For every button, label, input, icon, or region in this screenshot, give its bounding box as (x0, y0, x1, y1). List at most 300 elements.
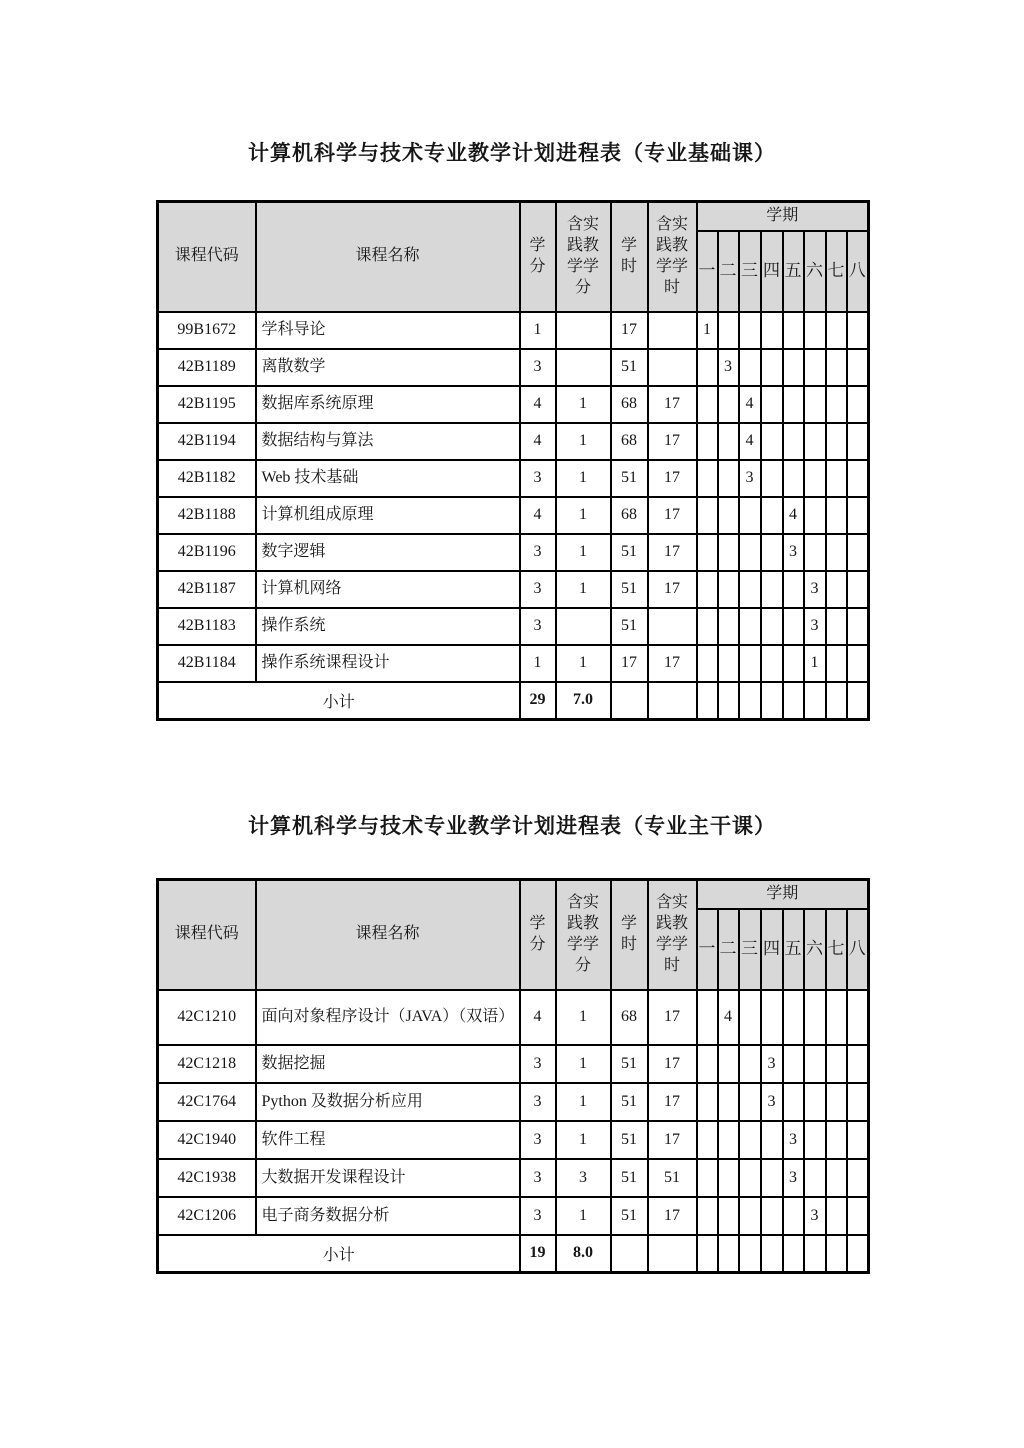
semester-6-cell (804, 1083, 826, 1121)
header-semester-4: 四 (761, 231, 783, 312)
header-semester-6: 六 (804, 231, 826, 312)
subtotal-semester-cell (847, 682, 869, 720)
hours-cell: 51 (611, 349, 648, 386)
course-code-cell: 42B1183 (158, 608, 256, 645)
semester-1-cell (697, 534, 718, 571)
table-row (158, 1197, 869, 1235)
table-row (158, 460, 869, 497)
subtotal-semester-cell (718, 1235, 739, 1273)
table-row (158, 534, 869, 571)
credits-cell: 3 (520, 571, 556, 608)
semester-1-cell (697, 1121, 718, 1159)
course-name-cell: 数据库系统原理 (256, 386, 520, 423)
semester-7-cell (826, 1121, 847, 1159)
hours-cell: 17 (611, 645, 648, 682)
hours-cell: 68 (611, 497, 648, 534)
subtotal-semester-cell (783, 1235, 804, 1273)
semester-7-cell (826, 349, 847, 386)
semester-2-cell (718, 608, 739, 645)
semester-2-cell (718, 1159, 739, 1197)
practice-credits-cell (556, 312, 611, 349)
table-row (158, 386, 869, 423)
semester-6-cell (804, 497, 826, 534)
semester-7-cell (826, 312, 847, 349)
practice-credits-cell: 1 (556, 1083, 611, 1121)
semester-8-cell (847, 990, 869, 1045)
table-row (158, 1045, 869, 1083)
header-semester-4: 四 (761, 909, 783, 990)
semester-4-cell (761, 990, 783, 1045)
semester-4-cell (761, 571, 783, 608)
basic-courses-table (156, 200, 870, 721)
hours-cell: 51 (611, 1121, 648, 1159)
semester-2-cell: 4 (718, 990, 739, 1045)
semester-3-cell (739, 534, 761, 571)
semester-3-cell (739, 1045, 761, 1083)
subtotal-semester-cell (718, 682, 739, 720)
semester-6-cell (804, 1121, 826, 1159)
semester-2-cell (718, 1083, 739, 1121)
course-code-cell: 42C1940 (158, 1121, 256, 1159)
semester-4-cell (761, 349, 783, 386)
table-row (158, 608, 869, 645)
semester-2-cell (718, 534, 739, 571)
subtotal-row (158, 682, 869, 720)
subtotal-label: 小计 (158, 1235, 520, 1273)
table-title-basic-courses: 计算机科学与技术专业教学计划进程表（专业基础课） (248, 141, 776, 165)
semester-7-cell (826, 534, 847, 571)
semester-2-cell (718, 497, 739, 534)
table-row (158, 497, 869, 534)
subtotal-label: 小计 (158, 682, 520, 720)
semester-7-cell (826, 608, 847, 645)
header-semester-group: 学期 (697, 880, 869, 909)
course-name-cell: Python 及数据分析应用 (256, 1083, 520, 1121)
semester-6-cell (804, 990, 826, 1045)
semester-5-cell: 3 (783, 1159, 804, 1197)
table-row (158, 312, 869, 349)
semester-4-cell (761, 608, 783, 645)
course-name-cell: 计算机组成原理 (256, 497, 520, 534)
semester-5-cell (783, 1197, 804, 1235)
course-name-cell: 数字逻辑 (256, 534, 520, 571)
course-name-cell: 操作系统课程设计 (256, 645, 520, 682)
semester-5-cell (783, 990, 804, 1045)
table-title-core-courses: 计算机科学与技术专业教学计划进程表（专业主干课） (248, 814, 776, 838)
semester-5-cell (783, 1083, 804, 1121)
semester-2-cell (718, 1121, 739, 1159)
header-semester-3: 三 (739, 231, 761, 312)
table-row (158, 1159, 869, 1197)
course-name-cell: 数据结构与算法 (256, 423, 520, 460)
semester-3-cell: 3 (739, 460, 761, 497)
semester-8-cell (847, 534, 869, 571)
header-practice-credits: 含实践教学学分 (556, 202, 611, 312)
semester-2-cell (718, 571, 739, 608)
semester-7-cell (826, 423, 847, 460)
credits-cell: 3 (520, 1083, 556, 1121)
course-name-cell: 面向对象程序设计（JAVA）（双语） (256, 990, 520, 1045)
semester-1-cell (697, 386, 718, 423)
header-practice-hours: 含实践教学学时 (648, 202, 697, 312)
semester-6-cell (804, 1045, 826, 1083)
semester-3-cell: 4 (739, 423, 761, 460)
practice-credits-cell: 1 (556, 460, 611, 497)
semester-7-cell (826, 645, 847, 682)
semester-7-cell (826, 1083, 847, 1121)
semester-1-cell (697, 349, 718, 386)
table-row (158, 1121, 869, 1159)
subtotal-semester-cell (804, 682, 826, 720)
practice-hours-cell: 17 (648, 1083, 697, 1121)
header-semester-2: 二 (718, 909, 739, 990)
hours-cell: 68 (611, 423, 648, 460)
practice-hours-cell: 17 (648, 534, 697, 571)
semester-1-cell (697, 645, 718, 682)
practice-hours-cell: 17 (648, 1121, 697, 1159)
subtotal-hours (611, 1235, 648, 1273)
course-name-cell: 离散数学 (256, 349, 520, 386)
practice-hours-cell: 17 (648, 1197, 697, 1235)
semester-5-cell (783, 349, 804, 386)
semester-2-cell (718, 645, 739, 682)
subtotal-row (158, 1235, 869, 1273)
header-semester-7: 七 (826, 909, 847, 990)
header-course-name: 课程名称 (256, 202, 520, 312)
semester-4-cell (761, 645, 783, 682)
subtotal-practice-credits: 7.0 (556, 682, 611, 720)
practice-credits-cell: 1 (556, 423, 611, 460)
practice-credits-cell: 1 (556, 990, 611, 1045)
semester-7-cell (826, 386, 847, 423)
subtotal-semester-cell (697, 682, 718, 720)
semester-3-cell (739, 608, 761, 645)
hours-cell: 51 (611, 571, 648, 608)
practice-hours-cell: 51 (648, 1159, 697, 1197)
subtotal-semester-cell (826, 1235, 847, 1273)
practice-credits-cell: 1 (556, 386, 611, 423)
subtotal-semester-cell (739, 1235, 761, 1273)
table-row (158, 349, 869, 386)
semester-1-cell (697, 990, 718, 1045)
table-row (158, 990, 869, 1045)
hours-cell: 51 (611, 1083, 648, 1121)
semester-5-cell: 4 (783, 497, 804, 534)
semester-3-cell (739, 645, 761, 682)
semester-4-cell (761, 1197, 783, 1235)
semester-8-cell (847, 460, 869, 497)
semester-8-cell (847, 1045, 869, 1083)
semester-6-cell (804, 349, 826, 386)
course-rows (158, 990, 869, 1235)
practice-hours-cell: 17 (648, 423, 697, 460)
semester-4-cell (761, 312, 783, 349)
header-course-code: 课程代码 (158, 880, 256, 990)
table-row (158, 1083, 869, 1121)
practice-hours-cell: 17 (648, 1045, 697, 1083)
subtotal-semester-cell (804, 1235, 826, 1273)
semester-1-cell (697, 497, 718, 534)
semester-4-cell (761, 497, 783, 534)
subtotal-practice-credits: 8.0 (556, 1235, 611, 1273)
header-course-code: 课程代码 (158, 202, 256, 312)
semester-5-cell (783, 312, 804, 349)
semester-8-cell (847, 1159, 869, 1197)
semester-2-cell (718, 312, 739, 349)
header-credits: 学分 (520, 202, 556, 312)
practice-hours-cell: 17 (648, 460, 697, 497)
semester-3-cell (739, 1197, 761, 1235)
course-code-cell: 42C1218 (158, 1045, 256, 1083)
semester-7-cell (826, 990, 847, 1045)
semester-1-cell (697, 460, 718, 497)
semester-7-cell (826, 571, 847, 608)
semester-6-cell: 3 (804, 571, 826, 608)
practice-credits-cell: 1 (556, 571, 611, 608)
credits-cell: 3 (520, 1197, 556, 1235)
header-course-name: 课程名称 (256, 880, 520, 990)
credits-cell: 4 (520, 497, 556, 534)
practice-hours-cell: 17 (648, 645, 697, 682)
hours-cell: 51 (611, 460, 648, 497)
hours-cell: 68 (611, 990, 648, 1045)
semester-6-cell: 3 (804, 1197, 826, 1235)
practice-hours-cell: 17 (648, 571, 697, 608)
semester-4-cell: 3 (761, 1045, 783, 1083)
header-semester-7: 七 (826, 231, 847, 312)
semester-7-cell (826, 460, 847, 497)
course-code-cell: 42B1184 (158, 645, 256, 682)
practice-credits-cell: 1 (556, 497, 611, 534)
course-name-cell: 学科导论 (256, 312, 520, 349)
semester-2-cell (718, 1045, 739, 1083)
hours-cell: 51 (611, 534, 648, 571)
semester-6-cell (804, 423, 826, 460)
header-semester-8: 八 (847, 231, 869, 312)
semester-8-cell (847, 386, 869, 423)
header-hours: 学时 (611, 880, 648, 990)
semester-4-cell (761, 534, 783, 571)
semester-5-cell (783, 460, 804, 497)
header-semester-8: 八 (847, 909, 869, 990)
course-code-cell: 42C1210 (158, 990, 256, 1045)
header-practice-hours: 含实践教学学时 (648, 880, 697, 990)
semester-8-cell (847, 312, 869, 349)
credits-cell: 3 (520, 534, 556, 571)
credits-cell: 4 (520, 990, 556, 1045)
semester-4-cell (761, 1159, 783, 1197)
semester-5-cell (783, 608, 804, 645)
table-row (158, 423, 869, 460)
hours-cell: 51 (611, 1197, 648, 1235)
semester-6-cell (804, 386, 826, 423)
course-code-cell: 42C1938 (158, 1159, 256, 1197)
semester-4-cell (761, 460, 783, 497)
practice-credits-cell (556, 608, 611, 645)
semester-3-cell (739, 497, 761, 534)
header-credits: 学分 (520, 880, 556, 990)
semester-3-cell (739, 349, 761, 386)
subtotal-semester-cell (761, 1235, 783, 1273)
practice-credits-cell: 3 (556, 1159, 611, 1197)
course-code-cell: 99B1672 (158, 312, 256, 349)
practice-hours-cell (648, 608, 697, 645)
course-code-cell: 42B1182 (158, 460, 256, 497)
header-semester-1: 一 (697, 909, 718, 990)
course-name-cell: 软件工程 (256, 1121, 520, 1159)
semester-1-cell: 1 (697, 312, 718, 349)
subtotal-credits: 29 (520, 682, 556, 720)
semester-5-cell (783, 386, 804, 423)
semester-6-cell (804, 1159, 826, 1197)
semester-1-cell (697, 1197, 718, 1235)
header-semester-1: 一 (697, 231, 718, 312)
credits-cell: 4 (520, 423, 556, 460)
semester-7-cell (826, 497, 847, 534)
subtotal-semester-cell (697, 1235, 718, 1273)
semester-8-cell (847, 1121, 869, 1159)
table-row (158, 645, 869, 682)
semester-4-cell (761, 386, 783, 423)
semester-6-cell: 3 (804, 608, 826, 645)
course-name-cell: 数据挖掘 (256, 1045, 520, 1083)
credits-cell: 3 (520, 608, 556, 645)
core-courses-table (156, 878, 870, 1274)
practice-hours-cell: 17 (648, 497, 697, 534)
header-hours: 学时 (611, 202, 648, 312)
header-semester-2: 二 (718, 231, 739, 312)
semester-8-cell (847, 349, 869, 386)
course-name-cell: 计算机网络 (256, 571, 520, 608)
credits-cell: 1 (520, 312, 556, 349)
semester-1-cell (697, 608, 718, 645)
semester-8-cell (847, 608, 869, 645)
credits-cell: 3 (520, 349, 556, 386)
credits-cell: 3 (520, 1121, 556, 1159)
subtotal-semester-cell (739, 682, 761, 720)
header-semester-3: 三 (739, 909, 761, 990)
subtotal-semester-cell (847, 1235, 869, 1273)
semester-7-cell (826, 1159, 847, 1197)
practice-credits-cell (556, 349, 611, 386)
semester-4-cell (761, 423, 783, 460)
semester-8-cell (847, 1197, 869, 1235)
semester-3-cell (739, 1121, 761, 1159)
hours-cell: 51 (611, 1045, 648, 1083)
semester-1-cell (697, 1159, 718, 1197)
semester-6-cell (804, 312, 826, 349)
header-practice-credits: 含实践教学学分 (556, 880, 611, 990)
subtotal-practice-hours (648, 682, 697, 720)
course-code-cell: 42B1189 (158, 349, 256, 386)
semester-2-cell: 3 (718, 349, 739, 386)
semester-5-cell (783, 571, 804, 608)
semester-1-cell (697, 423, 718, 460)
semester-5-cell (783, 645, 804, 682)
semester-8-cell (847, 645, 869, 682)
semester-8-cell (847, 571, 869, 608)
subtotal-hours (611, 682, 648, 720)
credits-cell: 4 (520, 386, 556, 423)
semester-2-cell (718, 460, 739, 497)
semester-4-cell (761, 1121, 783, 1159)
semester-2-cell (718, 386, 739, 423)
semester-5-cell: 3 (783, 534, 804, 571)
practice-hours-cell: 17 (648, 990, 697, 1045)
course-code-cell: 42B1196 (158, 534, 256, 571)
semester-1-cell (697, 1045, 718, 1083)
semester-7-cell (826, 1197, 847, 1235)
semester-6-cell (804, 534, 826, 571)
semester-3-cell (739, 1159, 761, 1197)
semester-8-cell (847, 423, 869, 460)
semester-1-cell (697, 1083, 718, 1121)
course-code-cell: 42C1206 (158, 1197, 256, 1235)
practice-hours-cell (648, 312, 697, 349)
practice-hours-cell: 17 (648, 386, 697, 423)
semester-3-cell: 4 (739, 386, 761, 423)
course-code-cell: 42B1195 (158, 386, 256, 423)
header-semester-5: 五 (783, 231, 804, 312)
course-code-cell: 42B1194 (158, 423, 256, 460)
subtotal-semester-cell (761, 682, 783, 720)
header-semester-5: 五 (783, 909, 804, 990)
subtotal-credits: 19 (520, 1235, 556, 1273)
semester-3-cell (739, 312, 761, 349)
practice-credits-cell: 1 (556, 1121, 611, 1159)
semester-8-cell (847, 497, 869, 534)
semester-1-cell (697, 571, 718, 608)
practice-credits-cell: 1 (556, 1045, 611, 1083)
semester-2-cell (718, 1197, 739, 1235)
practice-credits-cell: 1 (556, 1197, 611, 1235)
semester-5-cell (783, 423, 804, 460)
credits-cell: 3 (520, 1159, 556, 1197)
course-name-cell: 大数据开发课程设计 (256, 1159, 520, 1197)
semester-8-cell (847, 1083, 869, 1121)
semester-3-cell (739, 1083, 761, 1121)
hours-cell: 68 (611, 386, 648, 423)
semester-6-cell: 1 (804, 645, 826, 682)
course-name-cell: 电子商务数据分析 (256, 1197, 520, 1235)
subtotal-semester-cell (826, 682, 847, 720)
credits-cell: 1 (520, 645, 556, 682)
course-name-cell: 操作系统 (256, 608, 520, 645)
semester-3-cell (739, 571, 761, 608)
semester-5-cell (783, 1045, 804, 1083)
practice-credits-cell: 1 (556, 534, 611, 571)
semester-6-cell (804, 460, 826, 497)
course-code-cell: 42C1764 (158, 1083, 256, 1121)
semester-3-cell (739, 990, 761, 1045)
semester-5-cell: 3 (783, 1121, 804, 1159)
hours-cell: 17 (611, 312, 648, 349)
hours-cell: 51 (611, 608, 648, 645)
semester-4-cell: 3 (761, 1083, 783, 1121)
credits-cell: 3 (520, 460, 556, 497)
subtotal-practice-hours (648, 1235, 697, 1273)
subtotal-semester-cell (783, 682, 804, 720)
course-code-cell: 42B1187 (158, 571, 256, 608)
hours-cell: 51 (611, 1159, 648, 1197)
course-code-cell: 42B1188 (158, 497, 256, 534)
course-name-cell: Web 技术基础 (256, 460, 520, 497)
table-row (158, 571, 869, 608)
semester-2-cell (718, 423, 739, 460)
header-semester-group: 学期 (697, 202, 869, 231)
practice-credits-cell: 1 (556, 645, 611, 682)
credits-cell: 3 (520, 1045, 556, 1083)
